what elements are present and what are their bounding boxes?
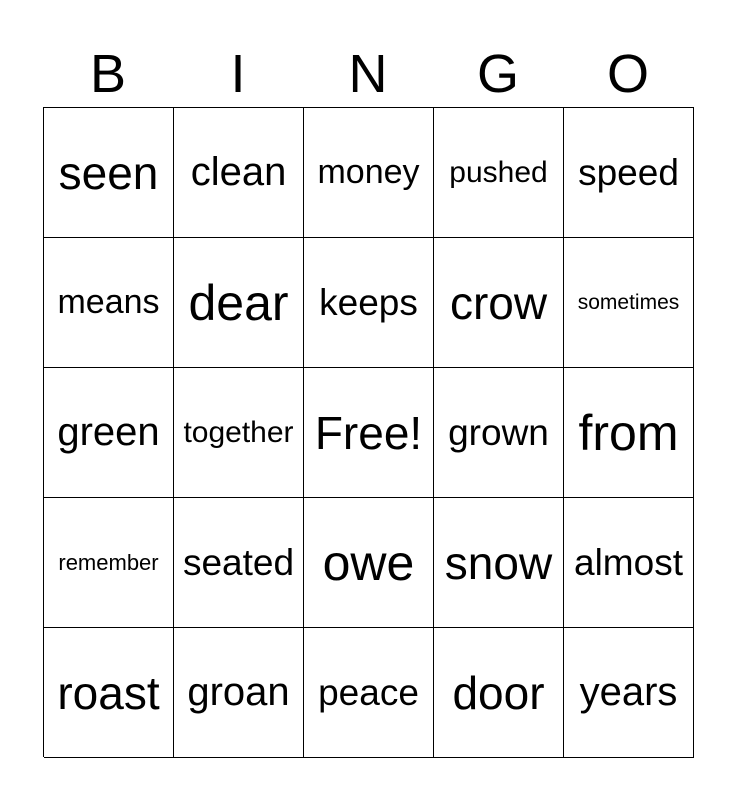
cell-word: almost	[574, 541, 683, 583]
bingo-cell[interactable]	[304, 628, 434, 758]
bingo-cell[interactable]	[174, 498, 304, 628]
cell-word: seen	[58, 146, 159, 199]
bingo-cell[interactable]	[44, 108, 174, 238]
cell-word: dear	[188, 274, 289, 331]
bingo-header	[43, 40, 693, 108]
bingo-cell[interactable]	[174, 628, 304, 758]
bingo-cell[interactable]	[304, 498, 434, 628]
bingo-cell[interactable]	[564, 628, 694, 758]
bingo-cell[interactable]	[174, 108, 304, 238]
cell-word: owe	[322, 534, 415, 591]
header-letter-o: O	[606, 44, 649, 104]
cell-word: from	[578, 404, 679, 461]
bingo-cell[interactable]	[304, 108, 434, 238]
cell-word: roast	[57, 666, 160, 719]
bingo-cell[interactable]	[44, 238, 174, 368]
cell-word: crow	[449, 276, 548, 329]
bingo-card-grid	[43, 107, 694, 757]
cell-word: green	[57, 410, 160, 454]
cell-word: speed	[578, 151, 679, 193]
bingo-cell[interactable]	[434, 498, 564, 628]
bingo-cell[interactable]	[174, 238, 304, 368]
bingo-cell[interactable]	[564, 238, 694, 368]
bingo-cell[interactable]	[434, 368, 564, 498]
bingo-cell[interactable]	[304, 238, 434, 368]
cell-word: grown	[448, 411, 549, 453]
cell-word: seated	[182, 541, 295, 583]
bingo-cell free-space[interactable]	[304, 368, 434, 498]
cell-word: snow	[444, 536, 553, 589]
cell-word: peace	[318, 671, 419, 713]
bingo-cell[interactable]	[434, 628, 564, 758]
cell-word: door	[452, 666, 545, 719]
bingo-cell[interactable]	[434, 108, 564, 238]
cell-word: pushed	[449, 155, 548, 189]
header-letter-b: B	[89, 44, 127, 104]
bingo-cell[interactable]	[44, 368, 174, 498]
cell-word: sometimes	[577, 290, 680, 314]
bingo-cell[interactable]	[174, 368, 304, 498]
cell-word: keeps	[319, 281, 418, 323]
bingo-cell[interactable]	[564, 498, 694, 628]
header-letter-n: N	[348, 44, 388, 104]
bingo-cell[interactable]	[44, 628, 174, 758]
cell-word: together	[183, 415, 294, 449]
cell-word: groan	[187, 670, 290, 714]
cell-word: means	[57, 283, 160, 321]
bingo-cell[interactable]	[44, 498, 174, 628]
bingo-cell[interactable]	[564, 368, 694, 498]
cell-word: years	[579, 670, 678, 714]
bingo-cell[interactable]	[434, 238, 564, 368]
cell-word: remember	[58, 549, 159, 575]
cell-word: money	[317, 153, 420, 191]
bingo-cell[interactable]	[564, 108, 694, 238]
cell-word: clean	[190, 150, 287, 194]
free-space-label: Free!	[314, 406, 423, 459]
header-letter-g: G	[476, 44, 519, 104]
header-letter-i: I	[230, 44, 246, 104]
